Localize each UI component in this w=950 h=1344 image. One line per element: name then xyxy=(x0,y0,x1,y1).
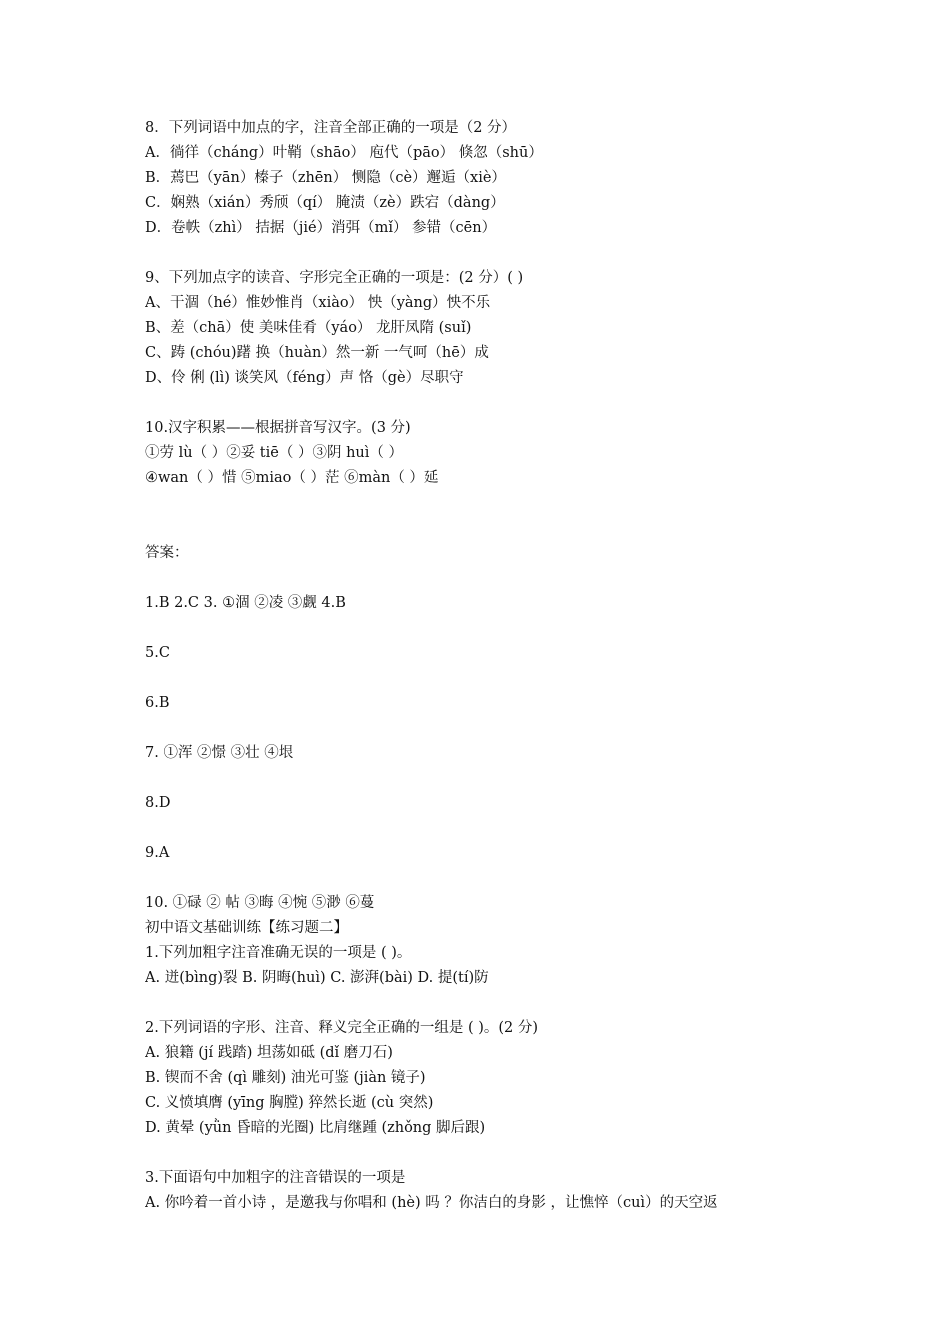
text-line: B. 锲而不舍 (qì 雕刻) 油光可鉴 (jiàn 镜子) xyxy=(145,1070,426,1086)
text-line: A．徜徉（cháng）叶鞘（shāo） 庖代（pāo） 倏忽（shū） xyxy=(145,145,543,161)
text-line: D、伶 俐 (lì) 谈笑风（féng）声 恪（gè）尽职守 xyxy=(145,370,464,386)
text-line: 6.B xyxy=(145,695,170,711)
text-line: 8.D xyxy=(145,795,171,811)
text-line: 初中语文基础训练【练习题二】 xyxy=(145,920,348,936)
text-line: 8．下列词语中加点的字，注音全部正确的一项是（2 分） xyxy=(145,120,517,136)
blank-line xyxy=(145,391,825,416)
text-line: 1.下列加粗字注音准确无误的一项是 ( )。 xyxy=(145,945,412,961)
text-line: 10.汉字积累——根据拼音写汉字。(3 分) xyxy=(145,420,411,436)
blank-line xyxy=(145,766,825,791)
text-line: 5.C xyxy=(145,645,170,661)
text-line: A、干涸（hé）惟妙惟肖（xiào） 怏（yàng）怏不乐 xyxy=(145,295,491,311)
text-line: 答案： xyxy=(145,545,189,561)
blank-line xyxy=(145,716,825,741)
text-line: ④wan（ ）惜 ⑤miao（ ）茫 ⑥màn（ ）延 xyxy=(145,470,439,486)
blank-line xyxy=(145,516,825,541)
text-line: A. 狼籍 (jí 践踏) 坦荡如砥 (dǐ 磨刀石) xyxy=(145,1045,393,1061)
blank-line xyxy=(145,866,825,891)
blank-line xyxy=(145,666,825,691)
text-line: C．娴熟（xián）秀颀（qí） 腌渍（zè）跌宕（dàng） xyxy=(145,195,505,211)
text-line: 2.下列词语的字形、注音、释义完全正确的一组是 ( )。(2 分) xyxy=(145,1020,539,1036)
text-line: B．蔫巴（yān）榛子（zhēn） 恻隐（cè）邂逅（xiè） xyxy=(145,170,506,186)
text-line: 9.A xyxy=(145,845,170,861)
blank-line xyxy=(145,491,825,516)
text-line: 3.下面语句中加粗字的注音错误的一项是 xyxy=(145,1170,406,1186)
blank-line xyxy=(145,616,825,641)
text-line: ①劳 lù（ ）②妥 tiē（ ）③阴 huì（ ） xyxy=(145,445,403,461)
text-line: D．卷帙（zhì） 拮据（jié）消弭（mǐ） 参错（cēn） xyxy=(145,220,497,236)
blank-line xyxy=(145,816,825,841)
text-line: D. 黄晕 (yǜn 昏暗的光圈) 比肩继踵 (zhǒng 脚后跟) xyxy=(145,1120,486,1136)
text-line: C. 义愤填膺 (yīng 胸膛) 猝然长逝 (cù 突然) xyxy=(145,1095,434,1111)
text-line: A. 迸(bìng)裂 B. 阴晦(huì) C. 澎湃(bài) D. 提(tí)防 xyxy=(145,970,489,986)
document-page xyxy=(145,116,825,1216)
text-line: A. 你吟着一首小诗 ，是邀我与你唱和 (hè) 吗 ？你洁白的身影 ，让憔悴（cuì）的天空返 xyxy=(145,1195,718,1211)
text-line: 9、下列加点字的读音、字形完全正确的一项是：(2 分）( ) xyxy=(145,270,524,286)
text-line: 7. ①浑 ②憬 ③壮 ④垠 xyxy=(145,745,294,761)
blank-line xyxy=(145,991,825,1016)
blank-line xyxy=(145,1141,825,1166)
text-line: B、差（chā）使 美味佳肴（yáo） 龙肝凤隋 (suǐ) xyxy=(145,320,472,336)
blank-line xyxy=(145,241,825,266)
text-line: 1.B 2.C 3. ①涸 ②凌 ③觑 4.B xyxy=(145,595,346,611)
blank-line xyxy=(145,566,825,591)
text-line: C、踌 (chóu)躇 换（huàn）然一新 一气呵（hē）成 xyxy=(145,345,489,361)
text-line: 10. ①碌 ② 帖 ③晦 ④惋 ⑤渺 ⑥蔓 xyxy=(145,895,375,911)
